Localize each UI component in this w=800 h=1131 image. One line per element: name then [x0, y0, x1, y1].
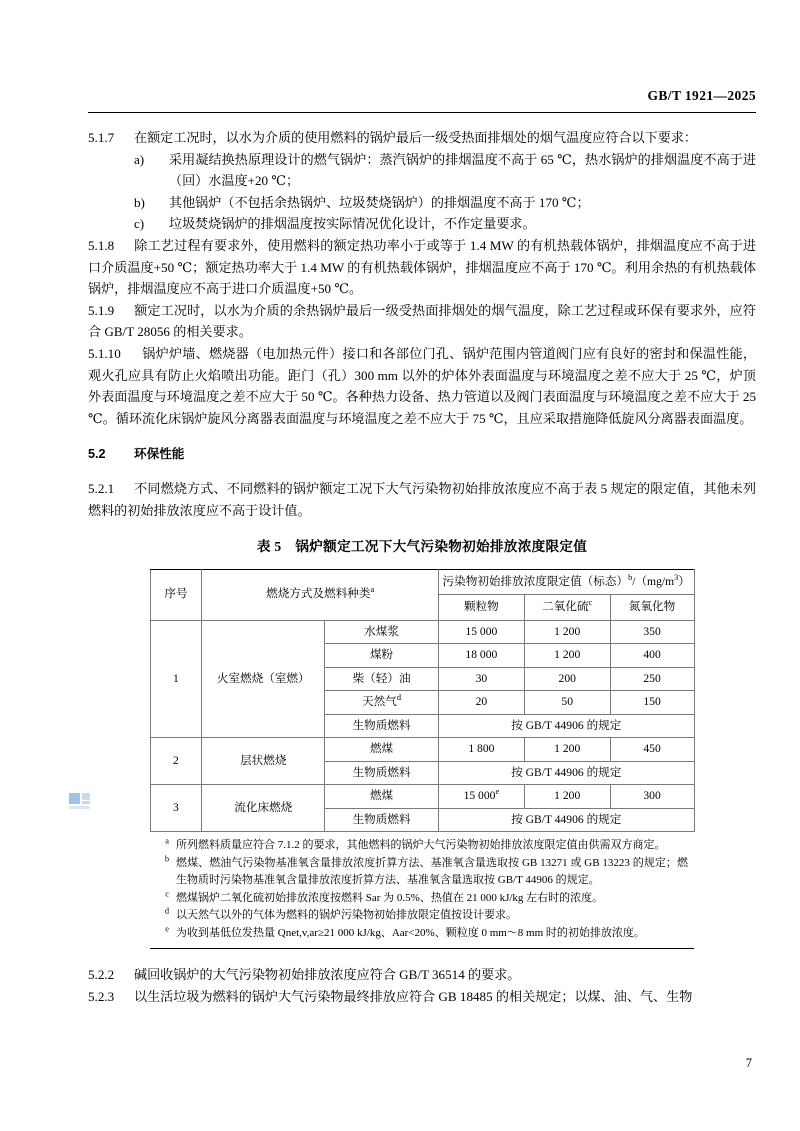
row-fuel-name: 燃煤 — [325, 785, 439, 808]
cell-nox: 300 — [610, 785, 694, 808]
clause-5-2-3-number: 5.2.3 — [88, 988, 115, 1004]
list-item-label: c) — [134, 216, 145, 232]
row-seq: 1 — [150, 620, 202, 737]
cell-biomass-note: 按 GB/T 44906 的规定 — [438, 761, 694, 784]
clause-5-2-2 — [88, 964, 756, 986]
clause-5-2-1-number: 5.2.1 — [88, 480, 115, 496]
footnote-a — [156, 837, 688, 855]
clause-5-2-1-text: 不同燃烧方式、不同燃料的锅炉额定工况下大气污染物初始排放浓度应不高于表 5 规定的限定值，其他未列燃料的初始排放浓度应不高于设计值。 — [88, 480, 756, 518]
row-fuel-name: 煤粉 — [325, 644, 439, 667]
table-5-caption: 表 5 锅炉额定工况下大气污染物初始排放浓度限定值 — [256, 539, 588, 555]
clause-5-2-3 — [88, 986, 756, 1008]
table-row — [150, 620, 694, 643]
row-combustion-mode: 流化床燃烧 — [202, 785, 325, 832]
cell-so2: 1 200 — [524, 620, 610, 643]
cell-biomass-note: 按 GB/T 44906 的规定 — [438, 714, 694, 737]
footnote-ref-a: a — [370, 585, 375, 595]
row-fuel-name: 生物质燃料 — [325, 808, 439, 831]
footnote-b — [156, 855, 688, 890]
footnote-ref-d: d — [396, 693, 402, 703]
cell-pm: 15 000 — [438, 620, 524, 643]
row-fuel-name: 燃煤 — [325, 738, 439, 761]
footnote-ref-b: b — [628, 572, 633, 582]
cell-pm: 18 000 — [438, 644, 524, 667]
cell-pm: 20 — [438, 691, 524, 714]
header-pollutant-group: 污染物初始排放浓度限定值（标态）$^b/(mg/m^3)$ — [438, 569, 694, 594]
table-row — [150, 785, 694, 808]
clause-5-1-10 — [88, 343, 756, 429]
footnote-e-text: 为收到基低位发热量 Qnet,v,ar≥21 000 kJ/kg、Aar<20%、颗粒度 0 mm～8 mm 时的初始排放浓度。 — [176, 926, 645, 939]
footnote-d — [156, 907, 688, 925]
cell-nox: 150 — [610, 691, 694, 714]
clause-5-1-7-text: 在额定工况时，以水为介质的使用燃料的锅炉最后一级受热面排烟处的烟气温度应符合以下要求： — [134, 130, 698, 145]
row-seq: 3 — [150, 785, 202, 832]
cell-so2: 1 200 — [524, 644, 610, 667]
table-footnotes — [150, 832, 694, 949]
table-5-body — [150, 569, 694, 948]
clause-5-2-1 — [88, 478, 756, 521]
clause-5-1-7 — [88, 127, 756, 149]
row-fuel-name: 生物质燃料 — [325, 761, 439, 784]
cell-so2: 200 — [524, 667, 610, 690]
clause-5-1-10-number: 5.1.10 — [88, 345, 121, 361]
clause-5-2-3-text: 以生活垃圾为燃料的锅炉大气污染物最终排放应符合 GB 18485 的相关规定；以煤、油、气、生物 — [134, 988, 693, 1004]
row-fuel-name: 天然气$^d$ — [325, 691, 439, 714]
page-number: 7 — [745, 1056, 752, 1070]
clause-5-1-9-number: 5.1.9 — [88, 302, 115, 318]
cell-so2: 50 — [524, 691, 610, 714]
clause-5-2-2-number: 5.2.2 — [88, 967, 115, 983]
row-combustion-mode: 层状燃烧 — [202, 738, 325, 785]
footnote-d-marker: d — [164, 906, 169, 916]
table-row — [150, 738, 694, 761]
cell-pm: 15 000e — [438, 785, 524, 808]
row-fuel-name: 生物质燃料 — [325, 714, 439, 737]
list-item-text: 其他锅炉（不包括余热锅炉、垃圾焚烧锅炉）的排烟温度不高于 170 ℃； — [169, 194, 590, 210]
footnote-b-text: 燃煤、燃油气污染物基准氧含量排放浓度折算方法、基准氧含量选取按 GB 13271 或 GB 13223 的规定；燃生物质时污染物基准氧含量排放浓度折算方法、基准氧含量选取按 GB/T 44906 的规定。 — [176, 856, 688, 887]
clause-5-2-2-text: 碱回收锅炉的大气污染物初始排放浓度应符合 GB/T 36514 的要求。 — [134, 967, 521, 983]
watermark-logo — [69, 793, 95, 810]
list-item — [88, 213, 756, 235]
row-fuel-name: 柴（轻）油 — [325, 667, 439, 690]
list-item-text: 采用凝结换热原理设计的燃气锅炉：蒸汽锅炉的排烟温度不高于 65 ℃，热水锅炉的排烟温度不高于进（回）水温度+20 ℃； — [169, 151, 756, 189]
footnote-ref-c: c — [588, 598, 593, 608]
table-5-pollutant-limits — [150, 569, 695, 949]
footnote-c-text: 燃煤锅炉二氧化硫初始排放浓度按燃料 Sar 为 0.5%、热值在 21 000 kJ/kg 左右时的浓度。 — [176, 891, 604, 904]
clause-5-1-8 — [88, 235, 756, 300]
header-seq: 序号 — [150, 569, 202, 620]
clause-5-1-7-list — [88, 149, 756, 235]
footnote-b-marker: b — [164, 853, 169, 863]
footnote-a-marker: a — [165, 836, 169, 846]
cell-pm: 30 — [438, 667, 524, 690]
clause-5-1-9 — [88, 300, 756, 343]
row-combustion-mode: 火室燃烧（室燃） — [202, 620, 325, 737]
list-item-label: b) — [134, 194, 145, 210]
footnote-a-text: 所列燃料质量应符合 7.1.2 的要求，其他燃料的锅炉大气污染物初始排放浓度限定值由供需双方商定。 — [176, 839, 666, 852]
section-5-2-title: 环保性能 — [134, 447, 185, 462]
list-item — [88, 149, 756, 192]
header-combustion-mode: 燃烧方式及燃料种类$^a$ — [202, 569, 439, 620]
cell-nox: 250 — [610, 667, 694, 690]
footnote-e-marker: e — [165, 923, 169, 933]
table-header-row-1 — [150, 569, 694, 594]
cell-nox: 400 — [610, 644, 694, 667]
page-header-standard-code: GB/T 1921—2025 — [647, 88, 756, 103]
clause-5-1-10-text: 锅炉炉墙、燃烧器（电加热元件）接口和各部位门孔、锅炉范围内管道阀门应有良好的密封和保温性能，观火孔应具有防止火焰喷出功能。距门（孔）300 mm 以外的炉体外表面温度与环境温度之差不应大于 25 ℃，炉顶外表面温度与环境温度之差不应大于 50 ℃。各种热力设备、热力管道以及阀门表面温度与环境温度之差不应大于 25 ℃。循环流化床锅炉旋风分离器表面温度与环境温度之差不应大于 75 ℃，且应采取措施降低旋风分离器表面温度。 — [88, 345, 756, 426]
cell-pm: 1 800 — [438, 738, 524, 761]
section-5-2-number: 5.2 — [88, 447, 106, 462]
footnote-ref-e: e — [495, 787, 500, 797]
footnote-c-marker: c — [165, 888, 169, 898]
row-seq: 2 — [150, 738, 202, 785]
clause-5-1-8-text: 除工艺过程有要求外，使用燃料的额定热功率小于或等于 1.4 MW 的有机热载体锅炉，排烟温度应不高于进口介质温度+50 ℃；额定热功率大于 1.4 MW 的有机热载体锅炉，排烟温度应不高于 170 ℃。利用余热的有机热载体锅炉，排烟温度应不高于进口介质温度+50 ℃。 — [88, 237, 756, 297]
cell-so2: 1 200 — [524, 785, 610, 808]
clause-5-1-8-number: 5.1.8 — [88, 237, 115, 253]
header-nox: 氮氧化物 — [610, 595, 694, 620]
clause-5-1-9-text: 额定工况时，以水为介质的余热锅炉最后一级受热面排烟处的烟气温度，除工艺过程或环保有要求外，应符合 GB/T 28056 的相关要求。 — [88, 302, 756, 340]
document-body — [88, 127, 756, 1007]
list-item-label: a) — [134, 151, 145, 167]
row-fuel-name: 水煤浆 — [325, 620, 439, 643]
list-item — [88, 192, 756, 214]
cell-nox: 350 — [610, 620, 694, 643]
footnote-d-text: 以天然气以外的气体为燃料的锅炉污染物初始排放限定值按设计要求。 — [176, 909, 517, 922]
section-heading-5-2 — [88, 444, 756, 466]
header-pm: 颗粒物 — [438, 595, 524, 620]
footnote-e — [156, 925, 688, 943]
cell-nox: 450 — [610, 738, 694, 761]
cell-biomass-note: 按 GB/T 44906 的规定 — [438, 808, 694, 831]
cell-so2: 1 200 — [524, 738, 610, 761]
header-so2: 二氧化硫$^c$ — [524, 595, 610, 620]
list-item-text: 垃圾焚烧锅炉的排烟温度按实际情况优化设计，不作定量要求。 — [169, 216, 536, 232]
clause-5-1-7-number: 5.1.7 — [88, 130, 115, 145]
table-footnotes-row — [150, 832, 694, 949]
footnote-c — [156, 890, 688, 908]
header-divider — [88, 112, 756, 113]
